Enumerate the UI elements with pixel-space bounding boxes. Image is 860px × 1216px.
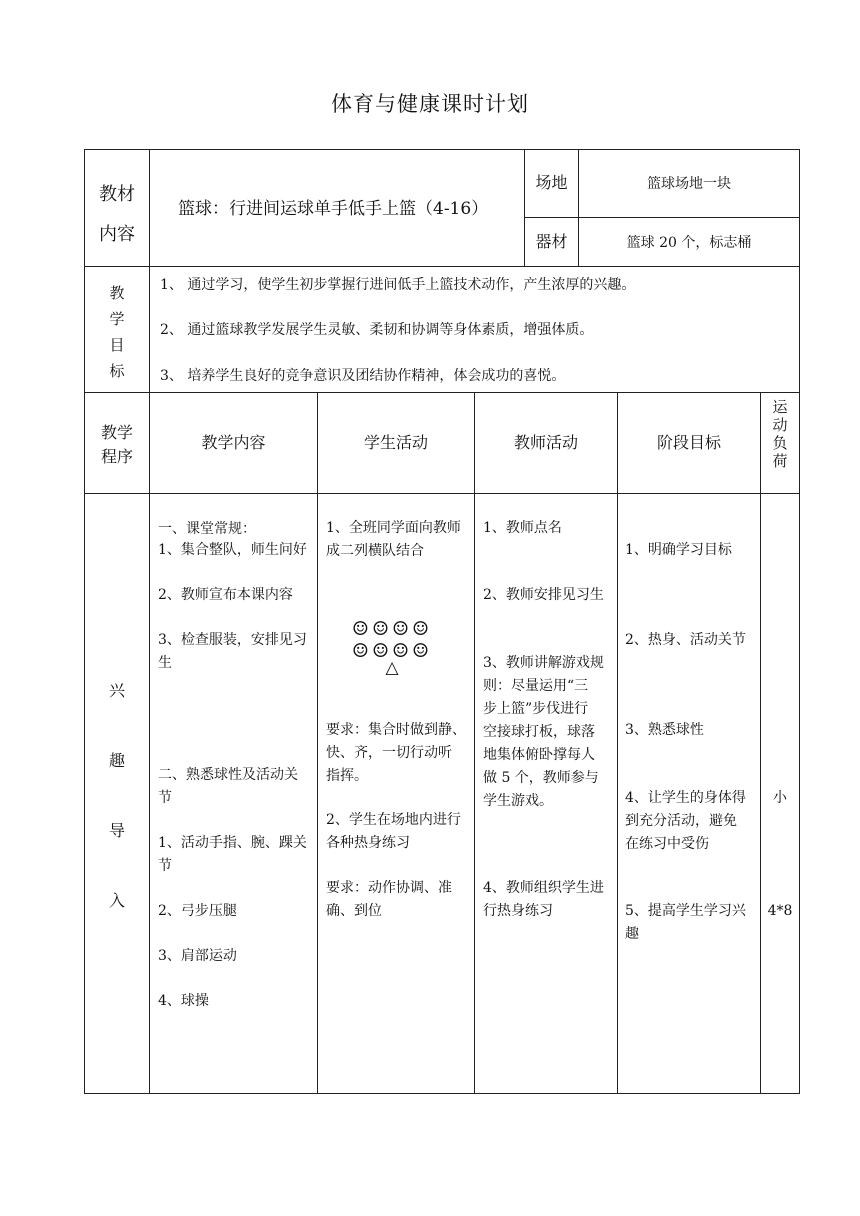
stage-label: 兴 趣 导 入 bbox=[108, 681, 125, 910]
student-line: 各种热身练习 bbox=[326, 835, 410, 851]
content-line: 节 bbox=[158, 790, 172, 806]
student-line: 要求：动作协调、准 bbox=[326, 880, 452, 896]
procedure-header: 教学 程序 bbox=[100, 423, 133, 466]
teacher-triangle-icon: △ bbox=[385, 658, 399, 678]
content-line: 1、活动手指、腕、踝关 bbox=[158, 835, 307, 851]
student-line: 2、学生在场地内进行 bbox=[326, 812, 461, 828]
venue-label: 场地 bbox=[535, 173, 568, 192]
goal-line: 2、热身、活动关节 bbox=[625, 632, 746, 648]
teacher-line: 步上篮”步伐进行 bbox=[483, 701, 589, 717]
goal-line: 5、提高学生学习兴 bbox=[625, 903, 746, 919]
content-line: 3、检查服装，安排见习 bbox=[158, 632, 307, 648]
goal-line: 到充分活动，避免 bbox=[625, 813, 737, 829]
goal-line: 趣 bbox=[625, 926, 639, 942]
teacher-line: 学生游戏。 bbox=[483, 793, 553, 809]
formation-diagram bbox=[340, 618, 444, 677]
student-line: 成二列横队结合 bbox=[326, 543, 424, 559]
equipment-value: 篮球 20 个，标志桶 bbox=[626, 235, 752, 251]
goal-line: 在练习中受伤 bbox=[625, 836, 709, 852]
goal-item: 2、 通过篮球教学发展学生灵敏、柔韧和协调等身体素质，增强体质。 bbox=[160, 322, 594, 338]
load-header: 运 动 负 荷 bbox=[772, 398, 788, 470]
load-reps: 4*8 bbox=[767, 903, 793, 919]
teacher-line: 2、教师安排见习生 bbox=[483, 587, 604, 603]
student-line: 1、全班同学面向教师 bbox=[326, 520, 461, 536]
teacher-line: 做 5 个，教师参与 bbox=[483, 770, 599, 786]
goal-item: 3、 培养学生良好的竞争意识及团结协作精神，体会成功的喜悦。 bbox=[160, 368, 566, 384]
teacher-header: 教师活动 bbox=[513, 433, 578, 452]
content-line: 4、球操 bbox=[158, 993, 209, 1009]
student-line: 快、齐，一切行动听 bbox=[326, 745, 452, 761]
formation-row: ☺☺☺☺ bbox=[351, 640, 433, 662]
formation-row: ☺☺☺☺ bbox=[351, 618, 433, 640]
goal-line: 1、明确学习目标 bbox=[625, 542, 732, 558]
content-value: 篮球：行进间运球单手低手上篮（4-16） bbox=[178, 199, 489, 219]
content-line: 二、熟悉球性及活动关 bbox=[158, 767, 298, 783]
content-line: 3、肩部运动 bbox=[158, 948, 237, 964]
student-line: 要求：集合时做到静、 bbox=[326, 722, 466, 738]
teacher-line: 4、教师组织学生进 bbox=[483, 880, 604, 896]
content-line: 2、教师宣布本课内容 bbox=[158, 587, 293, 603]
teacher-line: 则：尽量运用“三 bbox=[483, 678, 589, 694]
goals-label: 教 学 目 标 bbox=[109, 284, 125, 380]
goal-item: 1、 通过学习，使学生初步掌握行进间低手上篮技术动作，产生浓厚的兴趣。 bbox=[160, 277, 636, 293]
content-line: 2、弓步压腿 bbox=[158, 903, 237, 919]
teacher-line: 空接球打板，球落 bbox=[483, 724, 595, 740]
content-line: 生 bbox=[158, 655, 172, 671]
content-header: 教学内容 bbox=[201, 433, 266, 452]
page-title: 体育与健康课时计划 bbox=[331, 92, 529, 116]
goal-line: 4、让学生的身体得 bbox=[625, 790, 746, 806]
goal-header: 阶段目标 bbox=[656, 433, 721, 452]
content-label: 教材 内容 bbox=[99, 184, 135, 245]
load-intensity: 小 bbox=[773, 790, 787, 806]
goal-line: 3、熟悉球性 bbox=[625, 722, 704, 738]
content-line: 节 bbox=[158, 858, 172, 874]
teacher-line: 1、教师点名 bbox=[483, 520, 562, 536]
teacher-line: 地集体俯卧撑每人 bbox=[483, 747, 595, 763]
equipment-label: 器材 bbox=[535, 232, 568, 251]
student-header: 学生活动 bbox=[363, 433, 428, 452]
content-line: 一、课堂常规： bbox=[158, 521, 256, 537]
teacher-line: 行热身练习 bbox=[483, 903, 553, 919]
teacher-line: 3、教师讲解游戏规 bbox=[483, 655, 604, 671]
venue-value: 篮球场地一块 bbox=[647, 176, 731, 192]
student-line: 确、到位 bbox=[326, 903, 382, 919]
student-line: 指挥。 bbox=[326, 768, 368, 784]
content-line: 1、集合整队，师生问好 bbox=[158, 542, 307, 558]
